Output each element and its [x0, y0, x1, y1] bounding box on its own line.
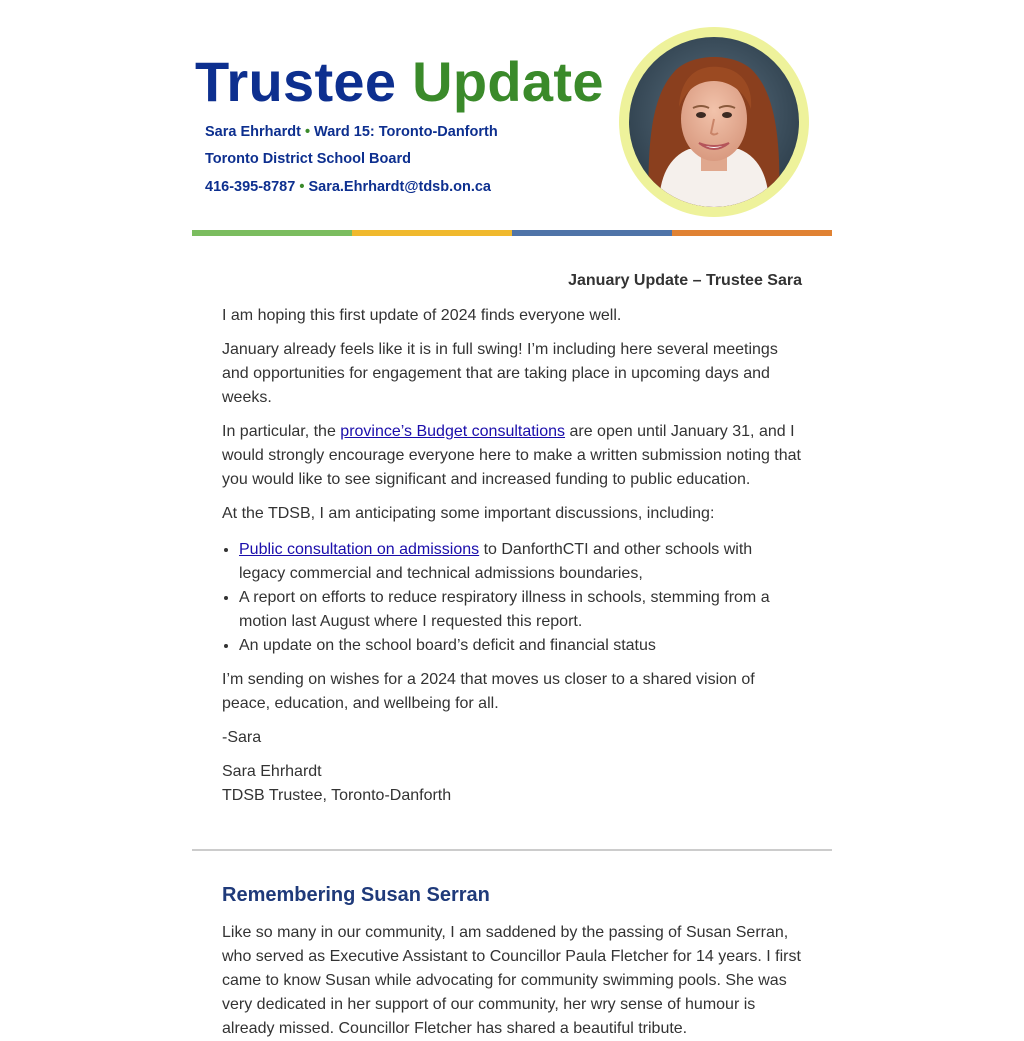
paragraph-3-before: In particular, the [222, 423, 341, 440]
january-update-section [222, 262, 802, 808]
update-paragraph-3 [222, 420, 802, 492]
phone-number: 416-395-8787 [205, 179, 296, 195]
separator-dot: • [299, 179, 305, 195]
email-address: Sara.Ehrhardt@tdsb.on.ca [308, 179, 491, 195]
update-paragraph-4: At the TDSB, I am anticipating some important discussions, including: [222, 505, 715, 522]
ward-label: Ward 15: Toronto-Danforth [314, 124, 498, 140]
list-item: • A report on efforts to reduce respiratory illness in schools, stemming from a motion last August where I requested this report. [239, 586, 802, 634]
newsletter [192, 0, 832, 1037]
update-paragraph-1: I am hoping this first update of 2024 finds everyone well. [222, 307, 622, 324]
title-word-trustee: Trustee [195, 50, 397, 113]
color-bar-blue [512, 230, 672, 236]
separator-dot: • [304, 124, 311, 140]
remembering-body: Like so many in our community, I am saddened by the passing of Susan Serran, who served as Executive Assistant to Councillor Paula Fletcher for 14 years. I first came to know Susan while advocating for community swimming pools. She was very dedicated in her support of our community, her wry sense of humour is already missed. Councillor Fletcher has shared a beautiful tribute. [222, 924, 801, 1037]
newsletter-title [195, 50, 604, 114]
list-item [239, 538, 802, 586]
paragraph-3-after: are open until January 31, and I would strongly encourage everyone here to make a written submission noting that you would like to see significant and increased funding to public education. [222, 423, 801, 488]
remembering-heading: Remembering Susan Serran [222, 884, 490, 906]
signature-block [222, 760, 802, 808]
contact-phone-email [205, 178, 491, 196]
discussion-list [222, 538, 802, 658]
newsletter-header [192, 0, 832, 230]
section-divider [192, 849, 832, 851]
update-paragraph-5: I’m sending on wishes for a 2024 that moves us closer to a shared vision of peace, education, and wellbeing for all. [222, 671, 755, 712]
title-word-update: Update [412, 50, 604, 113]
admissions-consultation-link[interactable]: Public consultation on admissions [239, 541, 480, 558]
color-bar-green [192, 230, 352, 236]
list-item: • An update on the school board’s deficit and financial status [239, 634, 802, 658]
signoff: -Sara [222, 729, 262, 746]
trustee-name: Sara Ehrhardt [205, 124, 301, 140]
update-title: January Update – Trustee Sara [568, 272, 802, 289]
contact-board [205, 150, 411, 168]
portrait-photo-icon [629, 37, 799, 207]
board-name: Toronto District School Board [205, 151, 411, 167]
trustee-portrait [619, 27, 809, 217]
header-color-bar [192, 230, 832, 236]
bullet-1-text: to DanforthCTI and other schools with legacy commercial and technical admissions boundaries, [239, 541, 753, 582]
color-bar-yellow [352, 230, 512, 236]
signature-role: TDSB Trustee, Toronto-Danforth [222, 787, 452, 804]
color-bar-orange [672, 230, 832, 236]
update-paragraph-2: January already feels like it is in full swing! I’m including here several meetings and opportunities for engagement that are taking place in upcoming days and weeks. [222, 341, 778, 406]
budget-consultations-link[interactable]: province’s Budget consultations [340, 423, 566, 440]
contact-name-ward [205, 123, 498, 141]
signature-name: Sara Ehrhardt [222, 763, 322, 780]
remembering-section [222, 881, 802, 1041]
